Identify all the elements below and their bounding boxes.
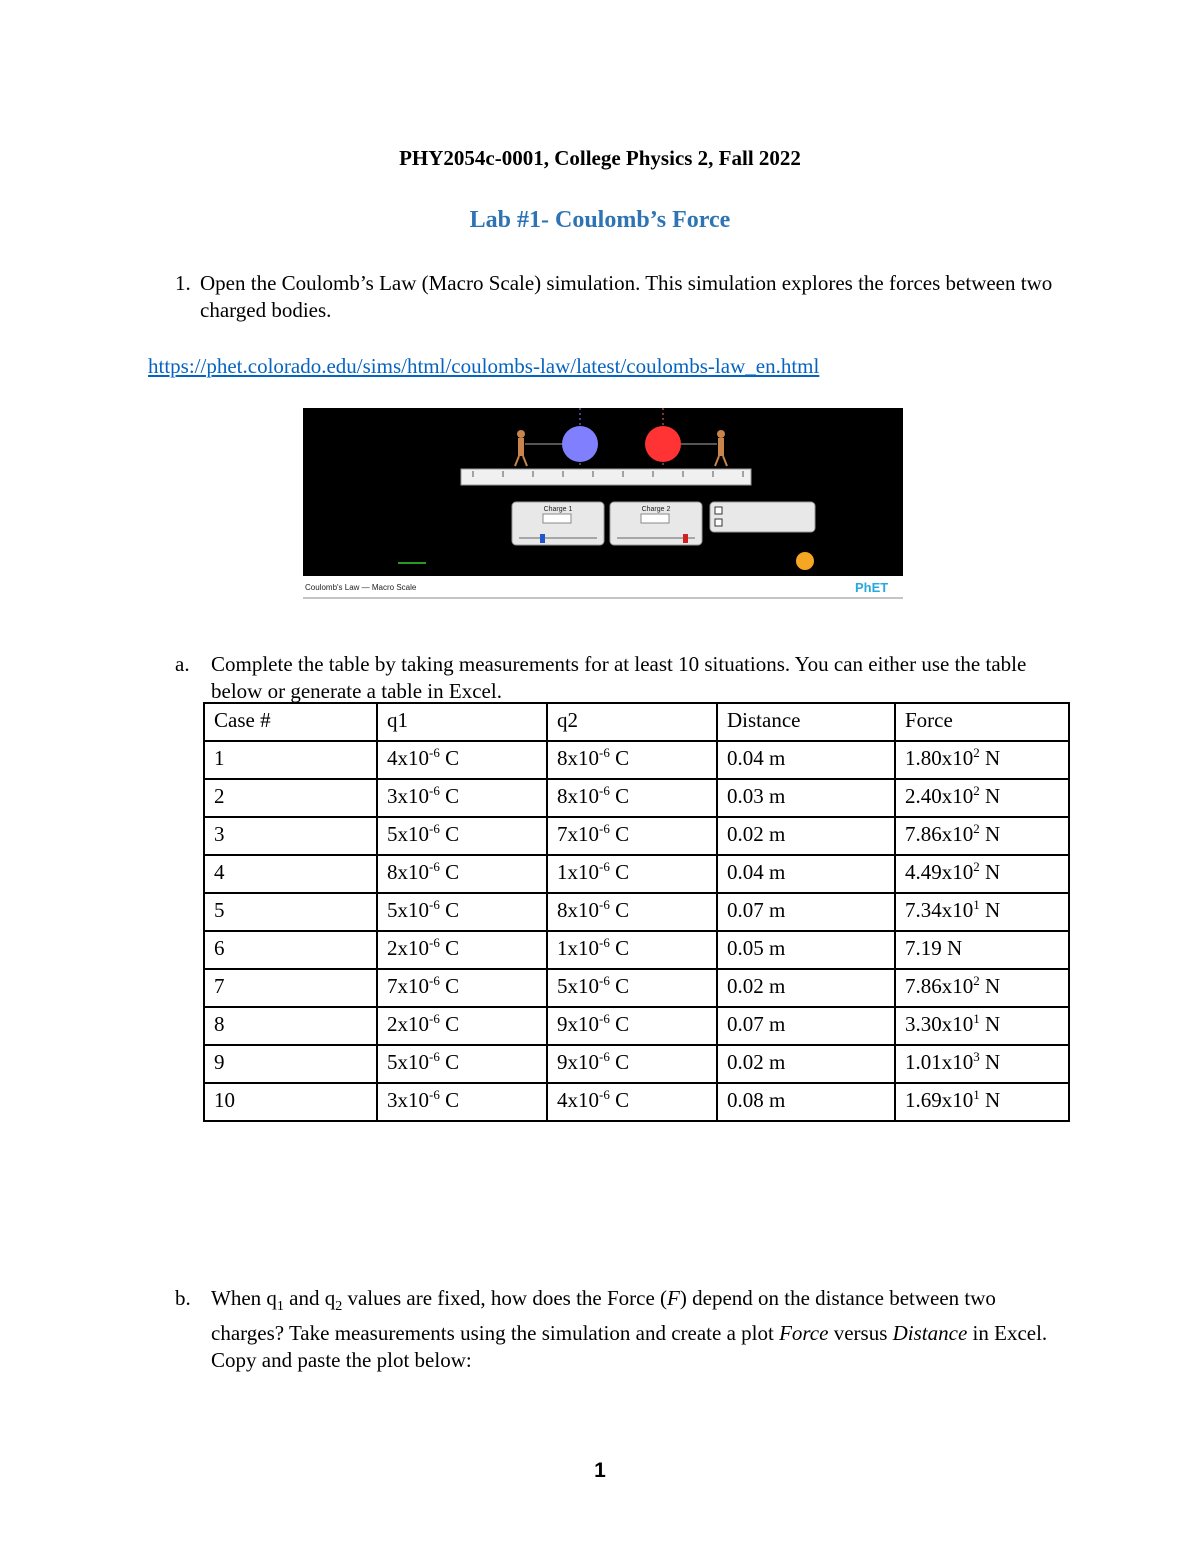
cell-q2: $1x10^{-6}$ C xyxy=(547,855,717,893)
cell-q1: $2x10^{-6}$ C xyxy=(377,931,547,969)
cell-force: $1.01x10^3$ N xyxy=(895,1045,1069,1083)
cell-case: 7 xyxy=(204,969,377,1007)
cell-q1: $3x10^{-6}$ C xyxy=(377,779,547,817)
lab-title: Lab #1- Coulomb’s Force xyxy=(469,207,731,233)
cell-q2: $7x10^{-6}$ C xyxy=(547,817,717,855)
charge-2-sphere[interactable] xyxy=(645,426,681,462)
cell-q2: $8x10^{-6}$ C xyxy=(547,893,717,931)
cell-case: 5 xyxy=(204,893,377,931)
measurements-table xyxy=(203,702,1070,1122)
cell-force: $2.40x10^2$ N xyxy=(895,779,1069,817)
cell-q2: $4x10^{-6}$ C xyxy=(547,1083,717,1121)
cell-distance: 0.05 m xyxy=(717,931,895,969)
cell-case: 3 xyxy=(204,817,377,855)
item-b-label: b. xyxy=(175,1286,191,1310)
cell-distance: 0.07 m xyxy=(717,1007,895,1045)
table-row xyxy=(204,1007,1069,1045)
cell-q1: $4x10^{-6}$ C xyxy=(377,741,547,779)
reset-button[interactable] xyxy=(796,552,814,570)
table-header-row xyxy=(204,703,1069,741)
scientific-notation-checkbox[interactable] xyxy=(715,519,722,526)
cell-q2: $1x10^{-6}$ C xyxy=(547,931,717,969)
cell-force: $7.86x10^2$ N xyxy=(895,817,1069,855)
cell-case: 4 xyxy=(204,855,377,893)
sim-footer-title: Coulomb's Law — Macro Scale xyxy=(305,583,417,592)
force-values-checkbox[interactable] xyxy=(715,507,722,514)
charge-2-label: Charge 2 xyxy=(641,506,671,513)
ruler[interactable] xyxy=(461,469,751,485)
cell-q1: $5x10^{-6}$ C xyxy=(377,817,547,855)
cell-force: $3.30x10^1$ N xyxy=(895,1007,1069,1045)
cell-q1: $5x10^{-6}$ C xyxy=(377,1045,547,1083)
table-row xyxy=(204,817,1069,855)
course-title: PHY2054c-0001, College Physics 2, Fall 2022 xyxy=(399,146,801,170)
step-text: Open the Coulomb’s Law (Macro Scale) simulation. This simulation explores the forces between two charged bodies. xyxy=(200,271,1053,322)
cell-distance: 0.08 m xyxy=(717,1083,895,1121)
header-q2: q2 xyxy=(547,703,717,741)
cell-distance: 0.02 m xyxy=(717,817,895,855)
sim-canvas xyxy=(303,408,903,576)
cell-q1: $2x10^{-6}$ C xyxy=(377,1007,547,1045)
cell-force: $1.69x10^1$ N xyxy=(895,1083,1069,1121)
table-row xyxy=(204,931,1069,969)
simulation-screenshot xyxy=(303,408,903,599)
cell-case: 1 xyxy=(204,741,377,779)
cell-distance: 0.07 m xyxy=(717,893,895,931)
item-a-label: a. xyxy=(175,652,190,676)
table-row xyxy=(204,969,1069,1007)
cell-distance: 0.03 m xyxy=(717,779,895,817)
item-b-text: When $q_1$ and $q_2$ values are fixed, how does the Force (F) depend on the distance between two charges? Take measurements using the simulation and create a plot Force versus Distance in Excel. Copy and paste the plot below: xyxy=(211,1286,1048,1373)
table-row xyxy=(204,855,1069,893)
cell-distance: 0.04 m xyxy=(717,855,895,893)
header-force: Force xyxy=(895,703,1069,741)
charge-1-label: Charge 1 xyxy=(543,506,573,513)
cell-distance: 0.04 m xyxy=(717,741,895,779)
cell-q1: $5x10^{-6}$ C xyxy=(377,893,547,931)
cell-case: 8 xyxy=(204,1007,377,1045)
cell-q2: $9x10^{-6}$ C xyxy=(547,1007,717,1045)
header-case: Case # xyxy=(204,703,377,741)
cell-q2: $5x10^{-6}$ C xyxy=(547,969,717,1007)
cell-case: 6 xyxy=(204,931,377,969)
cell-force: 7.19 N xyxy=(895,931,1069,969)
cell-q2: $9x10^{-6}$ C xyxy=(547,1045,717,1083)
cell-q1: $7x10^{-6}$ C xyxy=(377,969,547,1007)
cell-case: 2 xyxy=(204,779,377,817)
cell-force: $7.86x10^2$ N xyxy=(895,969,1069,1007)
table-row xyxy=(204,1045,1069,1083)
charge-1-slider-thumb[interactable] xyxy=(540,534,545,543)
cell-force: $1.80x10^2$ N xyxy=(895,741,1069,779)
table-row xyxy=(204,893,1069,931)
cell-q1: $8x10^{-6}$ C xyxy=(377,855,547,893)
item-a-text: Complete the table by taking measurements for at least 10 situations. You can either use the table below or generate a table in Excel. xyxy=(211,652,1027,703)
cell-force: $7.34x10^1$ N xyxy=(895,893,1069,931)
cell-q2: $8x10^{-6}$ C xyxy=(547,741,717,779)
table-row xyxy=(204,1083,1069,1121)
cell-q2: $8x10^{-6}$ C xyxy=(547,779,717,817)
charge-1-sphere[interactable] xyxy=(562,426,598,462)
cell-distance: 0.02 m xyxy=(717,969,895,1007)
options-panel[interactable] xyxy=(710,502,815,532)
page-number: 1 xyxy=(594,1459,606,1482)
cell-distance: 0.02 m xyxy=(717,1045,895,1083)
cell-case: 9 xyxy=(204,1045,377,1083)
simulation-link[interactable]: https://phet.colorado.edu/sims/html/coulombs-law/latest/coulombs-law_en.html xyxy=(148,354,820,378)
table-row xyxy=(204,741,1069,779)
table-row xyxy=(204,779,1069,817)
step-number: 1. xyxy=(175,271,191,295)
cell-case: 10 xyxy=(204,1083,377,1121)
header-q1: q1 xyxy=(377,703,547,741)
cell-q1: $3x10^{-6}$ C xyxy=(377,1083,547,1121)
cell-force: $4.49x10^2$ N xyxy=(895,855,1069,893)
phet-logo: PhET xyxy=(855,580,889,595)
charge-2-slider-thumb[interactable] xyxy=(683,534,688,543)
header-distance: Distance xyxy=(717,703,895,741)
